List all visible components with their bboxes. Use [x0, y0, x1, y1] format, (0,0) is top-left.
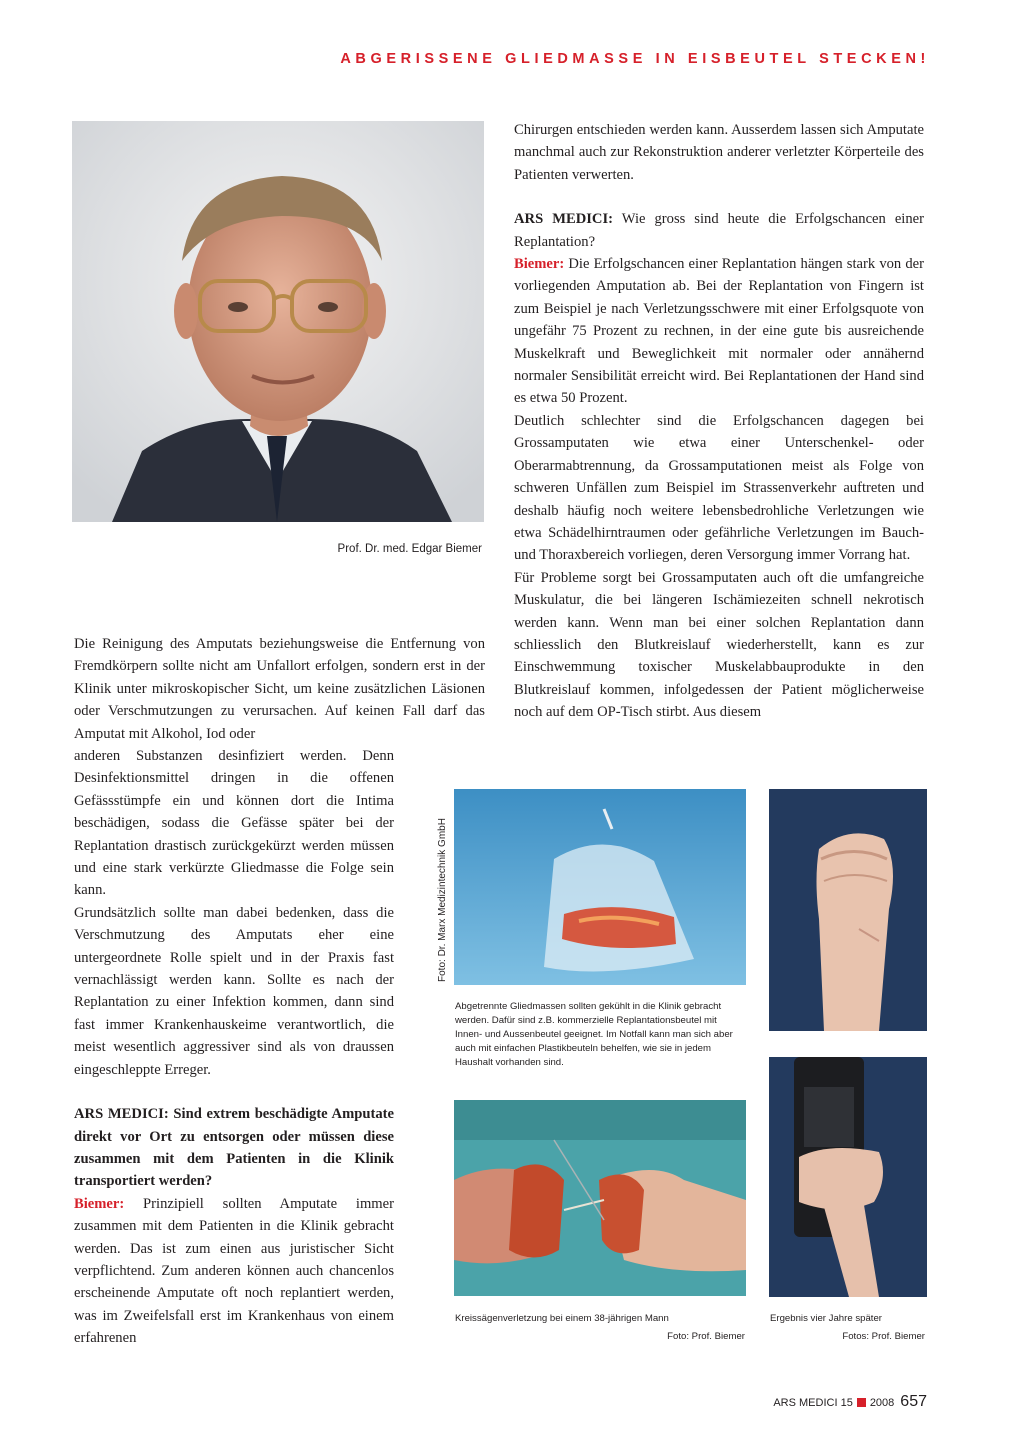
- page-number: 657: [900, 1393, 927, 1410]
- page-header-title: ABGERISSENE GLIEDMASSE IN EISBEUTEL STECKEN!: [340, 51, 930, 67]
- question-label: ARS MEDICI:: [74, 1106, 169, 1123]
- paragraph: Grundsätzlich sollte man dabei bedenken, dass die Verschmutzung des Amputats eher eine untergeordnete Rolle spielt und in der Praxis fast vernachlässigt werden kann. Sollte es nach der Replantation zu einer Infektion kommen, dann sind fast immer Krankenhauskeime verantwortlich, die meist wesentlich aggressiver sind als von draussen eingeschleppte Erreger.: [74, 904, 394, 1078]
- result-photo-caption: Ergebnis vier Jahre später: [770, 1313, 882, 1324]
- answer-text: Prinzipiell sollten Amputate immer zusammen mit dem Patienten in die Klinik gebracht werden. Das ist zum einen aus juristischer Sicht verpflichtend. Zum anderen können auch chancenlos erscheinende Amputate oft noch replantiert werden, was im Zweifelsfall erst im Krankenhaus von einem erfahrenen: [74, 1195, 394, 1347]
- left-column-upper: [74, 633, 485, 745]
- portrait-caption: Prof. Dr. med. Edgar Biemer: [337, 543, 482, 555]
- portrait-photo: [72, 121, 484, 522]
- interview-question: [514, 208, 924, 253]
- question-text: Sind extrem beschädigte Amputate direkt vor Ort zu entsorgen oder müssen diese zusammen mit dem Patienten in die Klinik transportiert werden?: [74, 1106, 394, 1190]
- red-square-icon: [857, 1398, 866, 1407]
- paragraph: Deutlich schlechter sind die Erfolgschancen dagegen bei Grossamputaten wie etwa einer Unterschenkel- oder Oberarmabtrennung, da Grossamputationen meist als Folge von schweren Unfällen zum Beispiel im Strassenverkehr auftreten und deshalb häufig noch weitere lebensbedrohliche Verletzungen wie etwa Schädelhirntraumen oder gefährliche Verletzungen im Bauch- und Thoraxbereich vorliegen, deren Versorgung immer Vorrang hat.: [514, 412, 924, 564]
- paragraph: Die Reinigung des Amputats beziehungsweise die Entfernung von Fremdkörpern sollte nicht am Unfallort erfolgen, sondern erst in der Klinik unter mikroskopischer Sicht, um keine zusätzlichen Läsionen oder Verschmutzungen zu verursachen. Auf keinen Fall darf das Amputat mit Alkohol, Iod oder: [74, 636, 485, 742]
- paragraph: anderen Substanzen desinfiziert werden. Denn Desinfektionsmittel dringen in die offenen Gefässstümpfe ein und können dort die Intima beschädigen, sodass die Gefässe später bei der Replantation drastisch zurückgekürzt werden müssen und eine stark verkürzte Gliedmasse die Folge sein kann.: [74, 748, 394, 899]
- interview-answer: [74, 1193, 394, 1350]
- answer-text: Die Erfolgschancen einer Replantation hängen stark von der vorliegenden Amputation ab. Bei der Replantation von Fingern ist zum Beispiel je nach Verletzungsschwere mit einer Erfolgsquote von ungefähr 75 Prozent zu rechnen, in der eine gute bis ausreichende Muskelkraft und Beweglichkeit mit normaler oder annähernd normaler Sensibilität erreicht wird. Bei Replantationen der Hand sind es etwa 50 Prozent.: [514, 256, 924, 407]
- left-column-lower: [74, 745, 394, 1350]
- answer-label: Biemer:: [514, 256, 565, 273]
- result-fist-photo: [769, 789, 927, 1031]
- answer-label: Biemer:: [74, 1195, 125, 1212]
- question-text: Wie gross sind heute die Erfolgschancen einer Replantation?: [514, 211, 924, 250]
- surgery-photo-caption: Kreissägenverletzung bei einem 38-jährigen Mann: [455, 1313, 669, 1324]
- question-label: ARS MEDICI:: [514, 211, 614, 228]
- journal-name: ARS MEDICI 15: [773, 1397, 853, 1409]
- result-grip-photo: [769, 1057, 927, 1297]
- result-photo-credit: Fotos: Prof. Biemer: [842, 1331, 925, 1342]
- interview-question: [74, 1103, 394, 1193]
- replantation-bag-photo: [454, 789, 746, 985]
- paragraph: Für Probleme sorgt bei Grossamputaten auch oft die umfangreiche Muskulatur, die bei längeren Ischämiezeiten schnell nekrotisch werden kann. Wenn man bei einer solchen Replantation dann schliesslich den Blutkreislauf wiederherstellt, kann es zur Einschwemmung toxischer Muskelabbauprodukte in den Blutkreislauf kommen, infolgedessen der Patient möglicherweise noch auf dem OP-Tisch stirbt. Aus diesem: [514, 569, 924, 721]
- right-column: [514, 119, 924, 724]
- paragraph: Chirurgen entschieden werden kann. Ausserdem lassen sich Amputate manchmal auch zur Rekonstruktion anderer verletzter Körperteile des Patienten verwerten.: [514, 122, 924, 183]
- page-footer: [773, 1393, 927, 1411]
- surgery-photo-credit: Foto: Prof. Biemer: [667, 1331, 745, 1342]
- journal-year: 2008: [869, 1397, 895, 1409]
- bag-photo-credit: Foto: Dr. Marx Medizintechnik GmbH: [437, 818, 448, 982]
- bag-photo-caption: Abgetrennte Gliedmassen sollten gekühlt in die Klinik gebracht werden. Dafür sind z.B. kommerzielle Replantationsbeutel mit Innen- und Aussenbeutel geeignet. Im Notfall kann man sich aber auch mit einfachen Plastikbeuteln behelfen, wie sie in jedem Haushalt vorhanden sind.: [455, 1001, 733, 1068]
- saw-injury-photo: [454, 1100, 746, 1296]
- interview-answer: [514, 253, 924, 410]
